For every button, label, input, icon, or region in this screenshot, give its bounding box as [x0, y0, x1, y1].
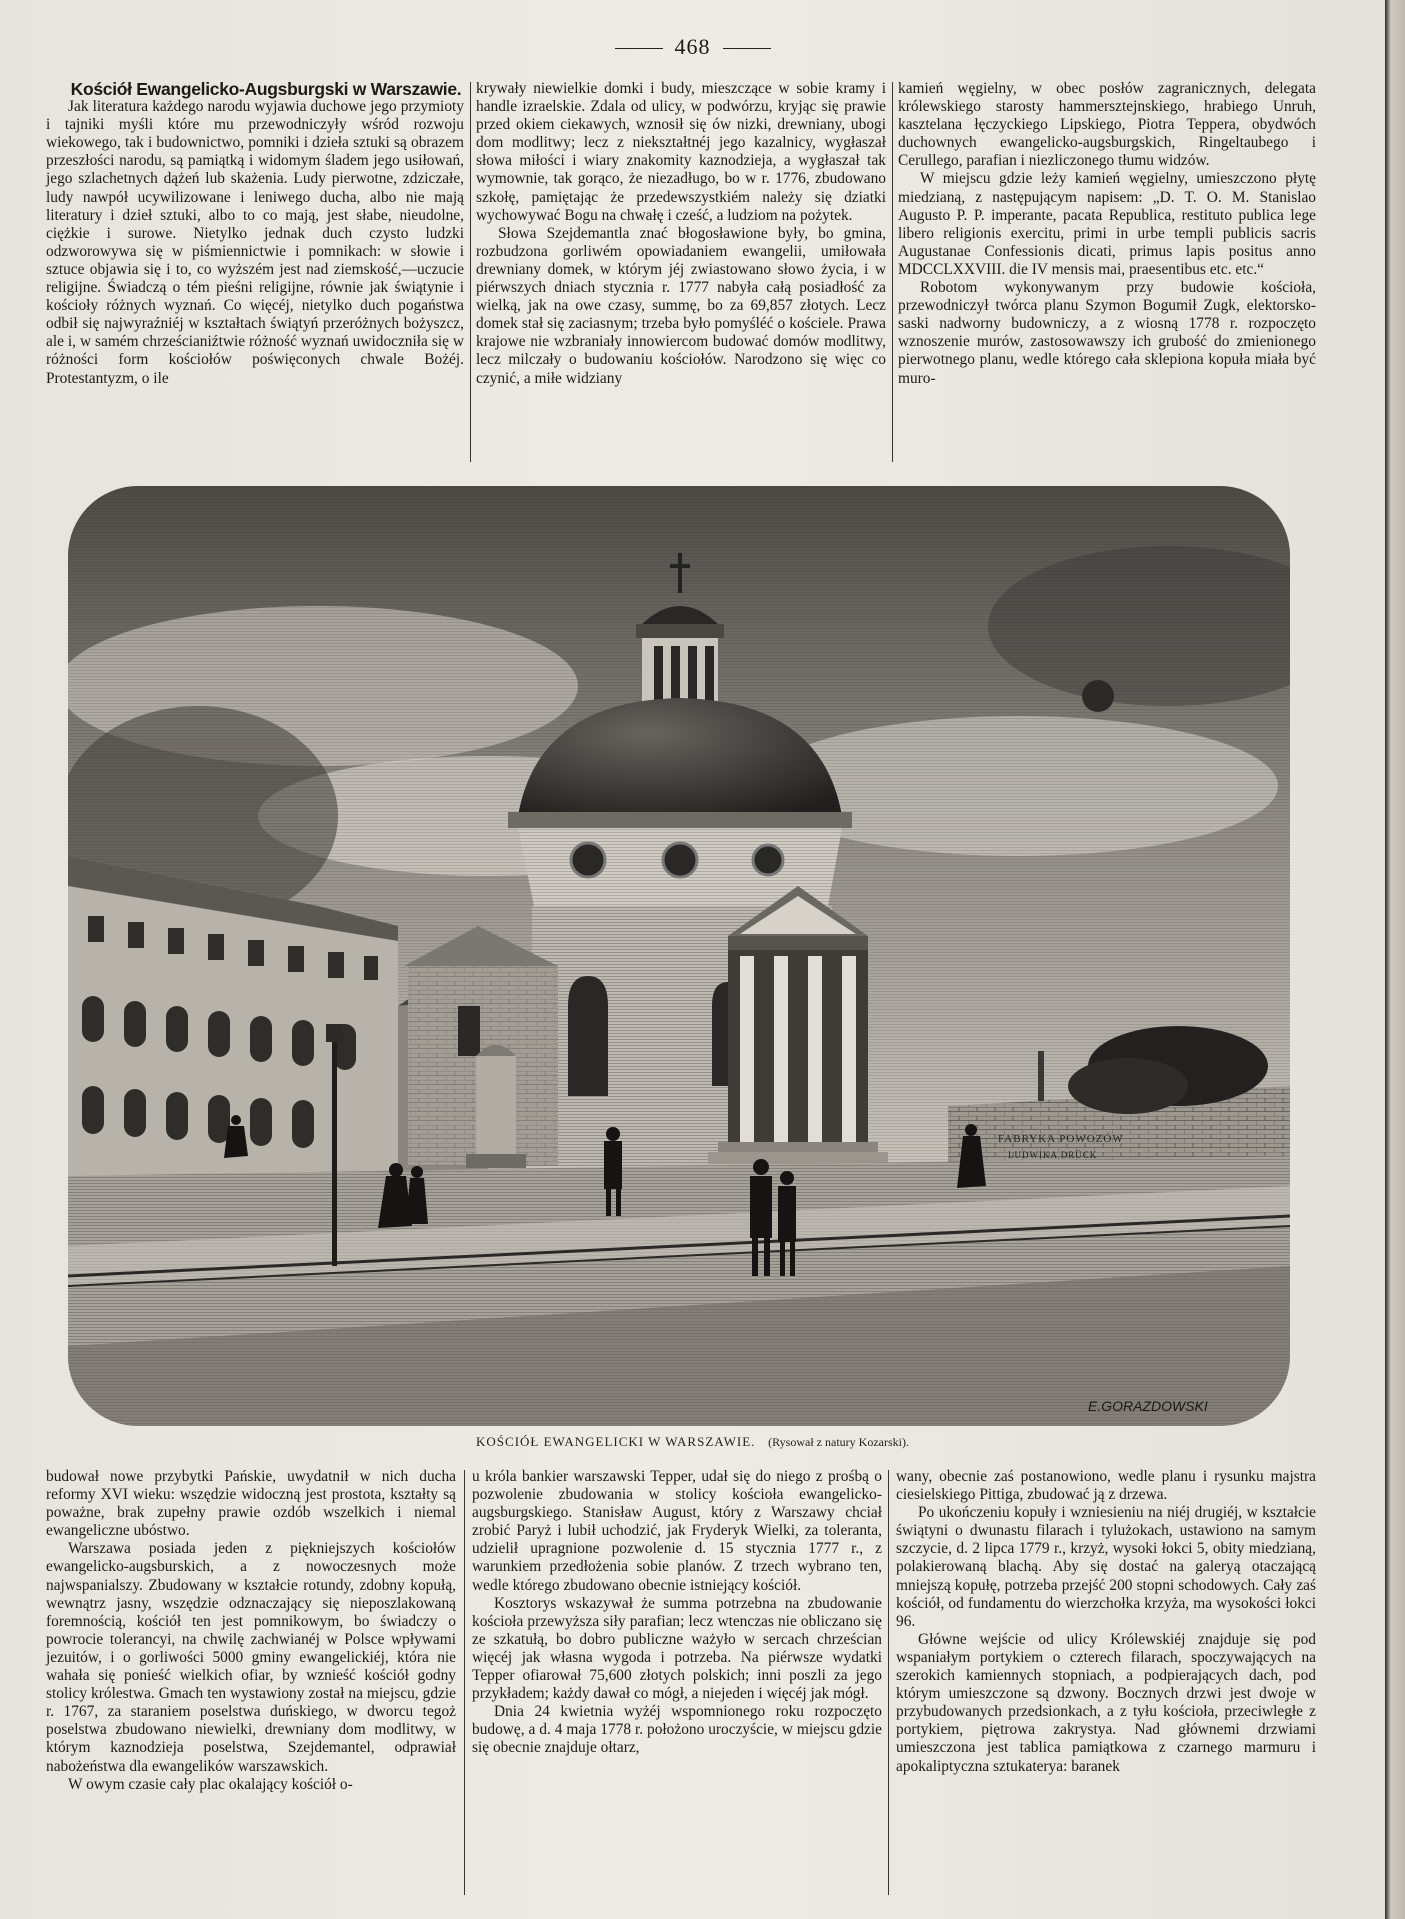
- paragraph: Słowa Szejdemantla znać błogosławione były, bo gmina, rozbudzona gorliwém opowiadaniem ewangelii, umiłowała drewniany domek, w którym jéj zwiastowano słowo życia, i w piérwszych dniach stycznia r. 1777 nabyła całą posiadłość za wielką, jak na owe czasy, summę, bo za 69,857 złotych. Lecz domek stał się zaciasnym; trzeba było pomyśléć o kościele. Prawa krajowe nie wzbraniały innowiercom budować domów modlitwy, lecz milczały o budowaniu kościołów. Narodzono się więc co czynić, a miłe widziany: [476, 224, 886, 387]
- paragraph: krywały niewielkie domki i budy, mieszczące w sobie kramy i handle izraelskie. Zdala od ulicy, w podwórzu, kryjąc się prawie przed okiem ciekawych, wznosił się ów nizki, drewniany, ubogi dom modlitwy; lecz z niekształtnéj jego kazalnicy, wygłaszał słowa miłości i wiary znakomity kaznodzieja, a wygłaszał tak wymownie, tak gorąco, że niezadługo, bo w r. 1776, zbudowano szkołę, pamiętając że przedewszystkiém należy się dziatki wychowywać Bogu na chwałę i cześć, a ludziom na pożytek.: [476, 80, 886, 224]
- paragraph: wany, obecnie zaś postanowiono, wedle planu i rysunku majstra ciesielskiego Pittiga, zbudować ją z drzewa.: [896, 1468, 1316, 1504]
- page-number: [0, 34, 1385, 60]
- paragraph: budował nowe przybytki Pańskie, uwydatnił w nich ducha reformy XVI wieku: wszędzie widoczną jest prostota, kształty są poważne, brak zupełny prawie ozdób wszelkich i niemal ewangeliczne ubóstwo.: [46, 1468, 456, 1540]
- illustration-caption: [0, 1434, 1385, 1450]
- column-divider: [892, 82, 893, 462]
- paragraph: Po ukończeniu kopuły i wzniesieniu na niéj drugiéj, w kształcie świątyni o dwunastu filarach i tylużokach, ustawiono na samym szczycie, d. 2 lipca 1779 r., krzyż, wysoki łokci 5, obity miedzianą, polakierowaną blachą. Aby się dostać na galeryą otaczającą mniejszą kopułę, potrzeba przejść 200 stopni schodowych. Cały zaś kościół, od fundamentu do wierzchołka krzyża, ma wysokości łokci 96.: [896, 1504, 1316, 1630]
- page-spine: [1385, 0, 1405, 1919]
- column-divider: [888, 1470, 889, 1895]
- top-column-3: [898, 80, 1316, 388]
- column-divider: [470, 82, 471, 462]
- paragraph: u króla bankier warszawski Tepper, udał się do niego z prośbą o pozwolenie zbudowania w stolicy kościoła ewangelicko-augsburgskiego. Stanisław August, który z Warszawy chciał zrobić Paryż i lubił uchodzić, jak Fryderyk Wielki, za toleranta, udzielił upragnione pozwolenie d. 15 stycznia 1777 r., z warunkiem przedłożenia sobie planów. Z trzech wybrano ten, wedle którego zbudowano obecnie istniejący kościół.: [472, 1468, 882, 1594]
- paragraph: Warszawa posiada jeden z piękniejszych kościołów ewangelicko-augsburskich, a z nowoczesnych może najwspanialszy. Zbudowany w kształcie rotundy, zdobny kopułą, wewnątrz jasny, wszędzie odznaczający się nieposzlakowaną foremnością, kościół ten jest pomnikowym, bo świadczy o powrocie tolerancyi, na chwilę zachwianéj w Polsce wpływami jezuitów, i o gorliwości 5000 gminy ewangelickiéj, która nie wahała się ponieść wielkich ofiar, by wznieść kościół godny stolicy królestwa. Gmach ten wystawiony został na miejscu, gdzie r. 1767, za staraniem poselstwa duńskiego, w dworcu tegoż poselstwa zbudowano niewielki, drewniany dom modlitwy, w którym kaznodzieja poselstwa, Szejdemantel, odprawiał nabożeństwa dla ewangelików warszawskich.: [46, 1540, 456, 1775]
- paragraph: Dnia 24 kwietnia wyżéj wspomnionego roku rozpoczęto budowę, a d. 4 maja 1778 r. położono uroczyście, w miejscu gdzie się obecnie znajduje ołtarz,: [472, 1703, 882, 1757]
- article-title: Kościół Ewangelicko-Augsburgski w Warszawie.: [70, 79, 462, 99]
- paragraph: kamień węgielny, w obec posłów zagranicznych, delegata królewskiego starosty hammersztejnskiego, hrabiego Unruh, kasztelana łęczyckiego Lipskiego, Piotra Teppera, obydwóch duchownych ewangelicko-augsburgskich, Ringeltaubego i Cerullego, parafian i niezliczonego tłumu widzów.: [898, 80, 1316, 170]
- caption-main: KOŚCIÓŁ EWANGELICKI W WARSZAWIE.: [476, 1434, 756, 1449]
- paragraph: Kosztorys wskazywał że summa potrzebna na zbudowanie kościoła przewyższa siły parafian; lecz wtenczas nie obliczano się ze szkatułą, bo dobro publiczne ważyło w sercach chrześcian więcéj jak własna wygoda i potrzeba. Na piérwsze wydatki Tepper ofiarował 75,600 złotych polskich; inni poszli za jego przykładem; każdy dawał co mógł, a niejeden i więcéj jak mógł.: [472, 1594, 882, 1703]
- church-engraving: [68, 486, 1290, 1426]
- top-column-1: [46, 80, 464, 388]
- engraving-drawing: [68, 486, 1290, 1426]
- paragraph: Jak literatura każdego narodu wyjawia duchowe jego przymioty i tajniki myśli które mu przewodniczyły wśród rozwoju wiekowego, tak i budownictwo, pomniki i dzieła sztuki są obrazem przeszłości narodu, są pamiątką i widomym śladem jego usiłowań, jego szlachetnych dążeń lub skażenia. Ludy pierwotne, zdziczałe, ludy nawpół ucywilizowane i leniwego ducha, albo nie mają literatury i dzieł sztuki, albo to co mają, jest słabe, nieudolne, ciężkie i surowe. Nietylko jednak duch czysto ludzki odzworowywa się w piśmiennictwie i pomnikach: w słowie i sztuce objawia się i to, co wyższém jest nad ziemskość,—uczucie religijne. Świadczą o tém pieśni religijne, równie jak świątynie i kościoły różnych wyznań. Co więcéj, nietylko duch pogaństwa odbił się najwyraźniéj w kształtach świątyń przeróżnych bożyszcz, ale i, w samém chrześcianiźtwie różność wyznań uwidoczniła się w różności form kościołów poświęconych chwale Bożéj. Protestantyzm, o ile: [46, 98, 464, 387]
- wall-sign-2: LUDWIKA DRÜCK: [1008, 1150, 1098, 1160]
- column-divider: [464, 1470, 465, 1895]
- caption-credit: (Rysował z natury Kozarski).: [768, 1435, 909, 1449]
- paragraph: Robotom wykonywanym przy budowie kościoła, przewodniczył twórca planu Szymon Bogumił Zugk, elektorsko-saski nadworny budowniczy, a z wiosną 1778 r. rozpoczęto wznoszenie murów, zastosowawszy ich grubość do zmienionego pierwotnego planu, wedle którego cała sklepiona kopuła miała być muro-: [898, 279, 1316, 387]
- paragraph: W miejscu gdzie leży kamień węgielny, umieszczono płytę miedzianą, z następującym napisem: „D. T. O. M. Stanislao Augusto P. P. imperante, pacata Republica, restituto publica lege libero religionis exercitu, primi in urbe templi publicis sacris Augustanae Confessionis dicati, primus lapis positus anno MDCCLXXVIII. die IV mensis mai, praesentibus etc. etc.“: [898, 170, 1316, 278]
- paragraph: Główne wejście od ulicy Królewskiéj znajduje się pod wspaniałym portykiem o czterech filarach, spoczywających na szerokich kamiennych stopniach, a podpierających dach, pod którym umieszczone są dzwony. Bocznych drzwi jest dwoje w przybudowanych przedsionkach, a z tyłu kościoła, przeciwległe z portykiem, piętrowa zakrystya. Nad głównemi drzwiami umieszczona jest tablica pamiątkowa z czarnego marmuru i apokaliptyczna sztukaterya: baranek: [896, 1630, 1316, 1775]
- bottom-column-3: [896, 1468, 1316, 1776]
- engraver-signature: E.GORAZDOWSKI: [1088, 1398, 1208, 1414]
- top-column-2: [476, 80, 886, 388]
- wall-sign-1: FABRYKA POWOZÓW: [998, 1133, 1124, 1145]
- page-number-text: 468: [674, 34, 711, 59]
- paragraph: W owym czasie cały plac okalający kościół o-: [68, 1775, 353, 1793]
- bottom-column-1: [46, 1468, 456, 1794]
- bottom-column-2: [472, 1468, 882, 1758]
